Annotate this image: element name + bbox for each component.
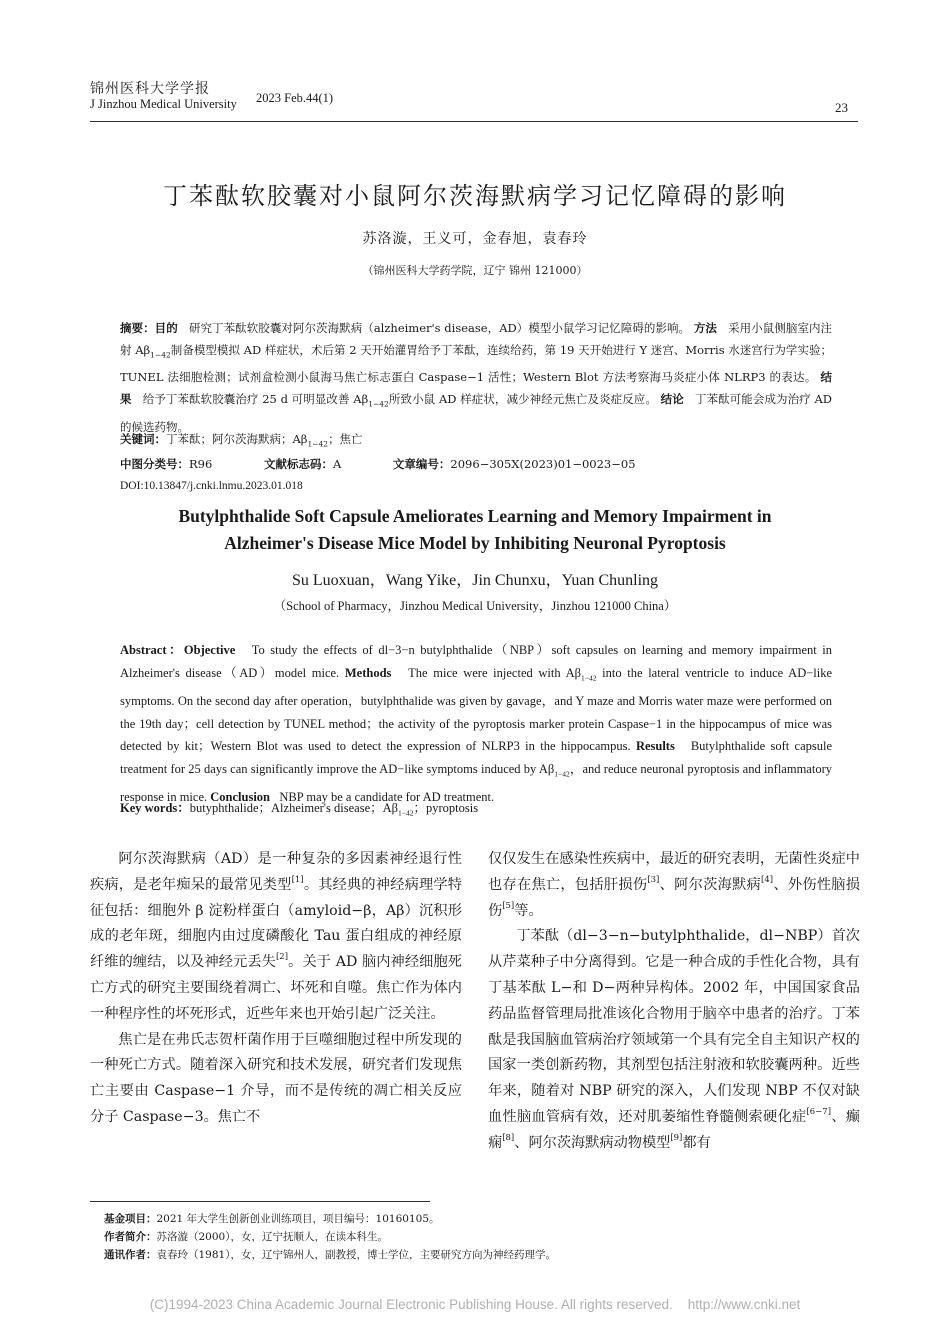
methods-cn-sub: 1−42	[150, 350, 171, 360]
p1-text-b: 。其经典的神经病理学特征包括：细胞外 β 淀粉样蛋白（amyloid−β，Aβ）沉积形成的老年斑，细胞内由过度磷酸化 Tau 蛋白组成的神经原纤维的缠结，以及神经元丢失	[90, 876, 462, 971]
citation-6-7[interactable]: [6−7]	[806, 1106, 832, 1117]
journal-issue: 2023 Feb.44(1)	[256, 91, 334, 105]
citation-3[interactable]: [3]	[647, 874, 660, 885]
results-en-label: Results	[635, 739, 675, 754]
methods-en-sub: 1−42	[581, 673, 597, 683]
citation-2[interactable]: [2]	[275, 952, 289, 963]
authors-cn: 苏洛漩，王义可，金春旭，袁春玲	[362, 231, 588, 247]
citation-1[interactable]: [1]	[291, 874, 304, 885]
doc-code-label: 文献标志码：	[263, 457, 333, 471]
article-title-en	[0, 503, 950, 557]
corr-label: 通讯作者：	[104, 1249, 157, 1261]
methods-cn-b: 制备模型模拟 AD 样症状，术后第 2 天开始灌胃给予丁苯酞，连续给药，第 19 天开始进行 Y 迷宫、Morris 水迷宫行为学实验；TUNEL 法细胞检测；试剂盒检测小鼠海马焦亡标志蛋白 Caspase−1 活性；Western Blot 方法考察海马炎症小体 NLRP3 的表达。	[120, 343, 833, 385]
keywords-cn-label: 关键词：	[120, 432, 166, 446]
corr-text: 袁春玲（1981），女，辽宁锦州人，副教授，博士学位，主要研究方向为神经药理学。	[156, 1249, 556, 1261]
article-no-value: 2096−305X(2023)01−0023−05	[450, 457, 636, 471]
title-en-line1: Butylphthalide Soft Capsule Ameliorates Learning and Memory Impairment in	[178, 506, 772, 526]
abstract-en-label: Abstract：	[120, 643, 184, 657]
journal-name-en: J Jinzhou Medical University	[90, 97, 237, 111]
body-paragraph-4	[488, 924, 860, 1156]
p4-text-c: 、阿尔茨海默病动物模型	[514, 1134, 671, 1151]
results-en-sub: 1−42	[554, 769, 570, 779]
p4-text-a: 丁苯酞（dl−3−n−butylphthalide，dl−NBP）首次从芹菜种子中分离得到。它是一种合成的手性化合物，具有丁基苯酞 L−和 D−两种异构体。2002 年，中国国家食品药品监督管理局批准该化合物用于脑卒中患者的治疗。丁苯酞是我国脑血管病治疗领域第一个具有完全自主知识产权的国家一类创新药物，其剂型包括注射液和软胶囊两种。近些年来，随着对 NBP 研究的深入，人们发现 NBP 不仅对缺血性脑血管病有效，还对肌萎缩性脊髓侧索硬化症	[488, 928, 860, 1125]
methods-cn-label: 方法	[693, 321, 717, 335]
keywords-en	[120, 798, 478, 818]
doc-code-value: A	[332, 457, 342, 471]
clc-label: 中图分类号：	[120, 457, 189, 471]
affiliation-en: （School of Pharmacy，Jinzhou Medical University，Jinzhou 121000 China）	[273, 599, 677, 613]
fund-label: 基金项目：	[104, 1213, 157, 1225]
author-label: 作者简介：	[104, 1231, 157, 1243]
methods-en-a: The mice were injected with Aβ	[408, 665, 581, 680]
objective-cn-label: 目的	[154, 321, 178, 335]
results-en-b: ，and reduce neuronal pyroptosis and inflammatory response in mice.	[120, 762, 832, 805]
affiliation-cn: （锦州医科大学药学院，辽宁 锦州 121000）	[362, 264, 588, 277]
objective-en-label: Objective	[183, 643, 236, 657]
results-en-a: Butylphthalide soft capsule treatment for 25 days can significantly improve the AD−like symptoms induced by Aβ	[120, 739, 833, 777]
keywords-en-sub: 1−42	[398, 808, 414, 818]
keywords-cn	[120, 431, 832, 448]
results-cn-b: 所致小鼠 AD 样症状，减少神经元焦亡及炎症反应。	[388, 392, 657, 407]
fund-text: 2021 年大学生创新创业训练项目，项目编号：10160105。	[156, 1213, 440, 1225]
abstract-en	[120, 639, 832, 809]
p4-text-d: 都有	[682, 1134, 711, 1151]
classification-row	[120, 456, 832, 472]
objective-en: To study the effects of dl−3−n butylphthalide（NBP）soft capsules on learning and memory impairment in Alzheimer's disease（AD）model mice.	[120, 643, 833, 680]
conclusion-en-label: Conclusion	[210, 790, 271, 805]
citation-4[interactable]: [4]	[761, 874, 774, 885]
results-cn-sub: 1−42	[368, 399, 389, 409]
body-paragraph-1	[90, 847, 462, 1028]
footnote-rule	[90, 1201, 430, 1202]
footnote-fund	[104, 1211, 440, 1226]
conclusion-en: NBP may be a candidate for AD treatment.	[279, 790, 495, 805]
p3-text-b: 、阿尔茨海默病	[659, 876, 762, 893]
body-column-right	[488, 847, 860, 1157]
body-column-left	[90, 847, 462, 1131]
keywords-cn-a: 丁苯酞；阿尔茨海默病；Aβ	[166, 432, 308, 446]
body-paragraph-2: 焦亡是在弗氏志贺杆菌作用于巨噬细胞过程中所发现的一种死亡方式。随着深入研究和技术发展，研究者们发现焦亡主要由 Caspase−1 介导，而不是传统的凋亡相关反应分子 Caspase−3。焦亡不	[90, 1031, 462, 1125]
title-en-line2: Alzheimer's Disease Mice Model by Inhibiting Neuronal Pyroptosis	[224, 533, 726, 553]
article-no-label: 文章编号：	[392, 457, 451, 471]
keywords-cn-b: ；焦亡	[328, 432, 363, 446]
results-cn-label: 结果	[120, 370, 833, 407]
keywords-cn-sub: 1−42	[307, 439, 329, 449]
header-rule	[90, 121, 858, 122]
p4-text-b: 、癫痫	[488, 1108, 860, 1151]
author-text: 苏洛漩（2000），女，辽宁抚顺人，在读本科生。	[156, 1231, 388, 1243]
methods-en-label: Methods	[344, 665, 392, 680]
copyright-notice: (C)1994-2023 China Academic Journal Electronic Publishing House. All rights reserved. http://www.cnki.net	[149, 1297, 801, 1312]
footnote-corresponding	[104, 1247, 556, 1262]
body-paragraph-3	[488, 847, 860, 924]
keywords-en-b: ；pyroptosis	[413, 801, 479, 815]
methods-cn-a: 采用小鼠侧脑室内注射 Aβ	[120, 321, 833, 357]
citation-8[interactable]: [8]	[502, 1132, 515, 1143]
citation-9[interactable]: [9]	[670, 1132, 683, 1143]
p1-text-a: 阿尔茨海默病（AD）是一种复杂的多因素神经退行性疾病，是老年痴呆的最常见类型	[90, 851, 462, 893]
p3-text-d: 等。	[514, 902, 543, 919]
keywords-en-a: butyphthalide；Alzheimer's disease；Aβ	[189, 801, 399, 815]
clc-value: R96	[189, 457, 213, 471]
conclusion-cn-label: 结论	[660, 392, 684, 407]
page-number: 23	[835, 100, 848, 115]
footnote-author	[104, 1229, 388, 1244]
abstract-cn-label: 摘要：	[120, 321, 155, 335]
abstract-cn	[120, 317, 832, 438]
p3-text-c: 、外伤性脑损伤	[488, 876, 860, 919]
citation-5[interactable]: [5]	[502, 900, 515, 911]
results-cn-a: 给予丁苯酞软胶囊治疗 25 d 可明显改善 Aβ	[142, 392, 369, 407]
authors-en: Su Luoxuan，Wang Yike，Jin Chunxu，Yuan Chunling	[291, 572, 659, 589]
keywords-en-label: Key words：	[120, 801, 190, 815]
p1-text-c: 。关于 AD 脑内神经细胞死亡方式的研究主要围绕着凋亡、坏死和自噬。焦亡作为体内一种程序性的坏死形式，近些年来也开始引起广泛关注。	[90, 954, 462, 1022]
journal-name-cn: 锦州医科大学学报	[90, 81, 210, 97]
doi: DOI:10.13847/j.cnki.lnmu.2023.01.018	[120, 480, 303, 492]
p3-text-a: 仅仅发生在感染性疾病中，最近的研究表明，无菌性炎症中也存在焦亡，包括肝损伤	[488, 851, 860, 893]
article-title-cn: 丁苯酞软胶囊对小鼠阿尔茨海默病学习记忆障碍的影响	[163, 182, 787, 210]
conclusion-cn: 丁苯酞可能会成为治疗 AD 的候选药物。	[120, 392, 833, 434]
methods-en-b: into the lateral ventricle to induce AD−like symptoms. On the second day after operation，butylphthalide was given by gavage，and Y maze and Morris water maze were performed on the 19th day；cell detection by TUNEL method；the activity of the pyroptosis marker protein Caspase−1 in the hippocampus of mice was detected by kit；Western Blot was used to detect the expression of NLRP3 in the hippocampus.	[120, 665, 833, 754]
objective-cn: 研究丁苯酞软胶囊对阿尔茨海默病（alzheimer's disease，AD）模型小鼠学习记忆障碍的影响。	[188, 321, 691, 335]
